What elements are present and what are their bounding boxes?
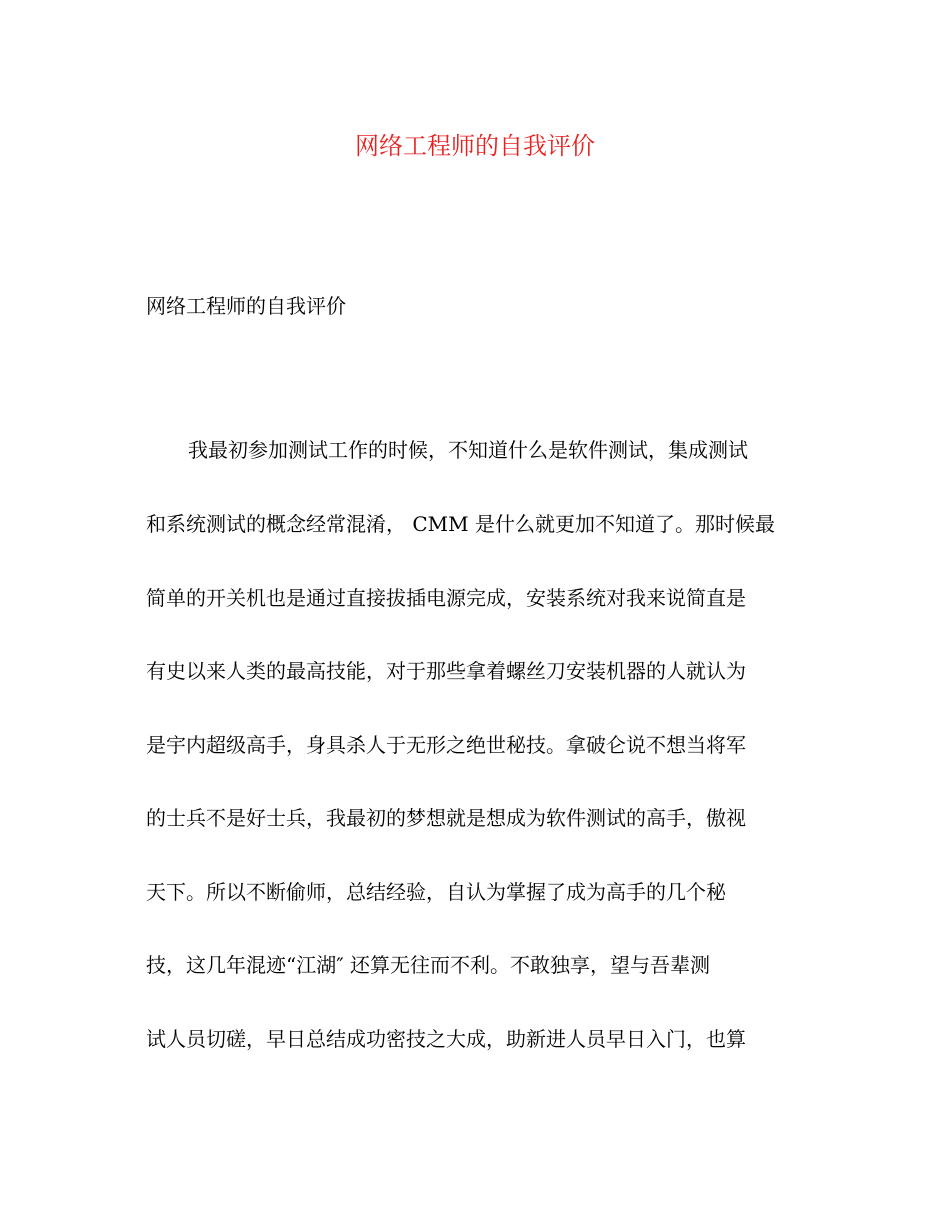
body-paragraph-line: 的士兵不是好士兵，我最初的梦想就是想成为软件测试的高手，傲视 — [146, 806, 746, 830]
body-paragraph-line: 天下。所以不断偷师，总结经验，自认为掌握了成为高手的几个秘 — [146, 880, 726, 904]
section-heading: 网络工程师的自我评价 — [146, 294, 346, 318]
body-paragraph-line: 技，这几年混迹“江湖″ 还算无往而不利。不敢独享，望与吾辈测 — [146, 953, 711, 977]
document-title: 网络工程师的自我评价 — [355, 132, 595, 160]
body-paragraph-line: 我最初参加测试工作的时候，不知道什么是软件测试，集成测试 — [188, 438, 748, 462]
body-paragraph-line: 有史以来人类的最高技能，对于那些拿着螺丝刀安装机器的人就认为 — [146, 659, 746, 683]
body-paragraph-line: 简单的开关机也是通过直接拔插电源完成，安装系统对我来说简直是 — [146, 586, 746, 610]
body-paragraph-line: 试人员切磋，早日总结成功密技之大成，助新进人员早日入门，也算 — [146, 1027, 746, 1051]
body-paragraph-line: 是宇内超级高手，身具杀人于无形之绝世秘技。拿破仑说不想当将军 — [146, 733, 746, 757]
body-paragraph-line: 和系统测试的概念经常混淆， CMM 是什么就更加不知道了。那时候最 — [146, 512, 775, 536]
